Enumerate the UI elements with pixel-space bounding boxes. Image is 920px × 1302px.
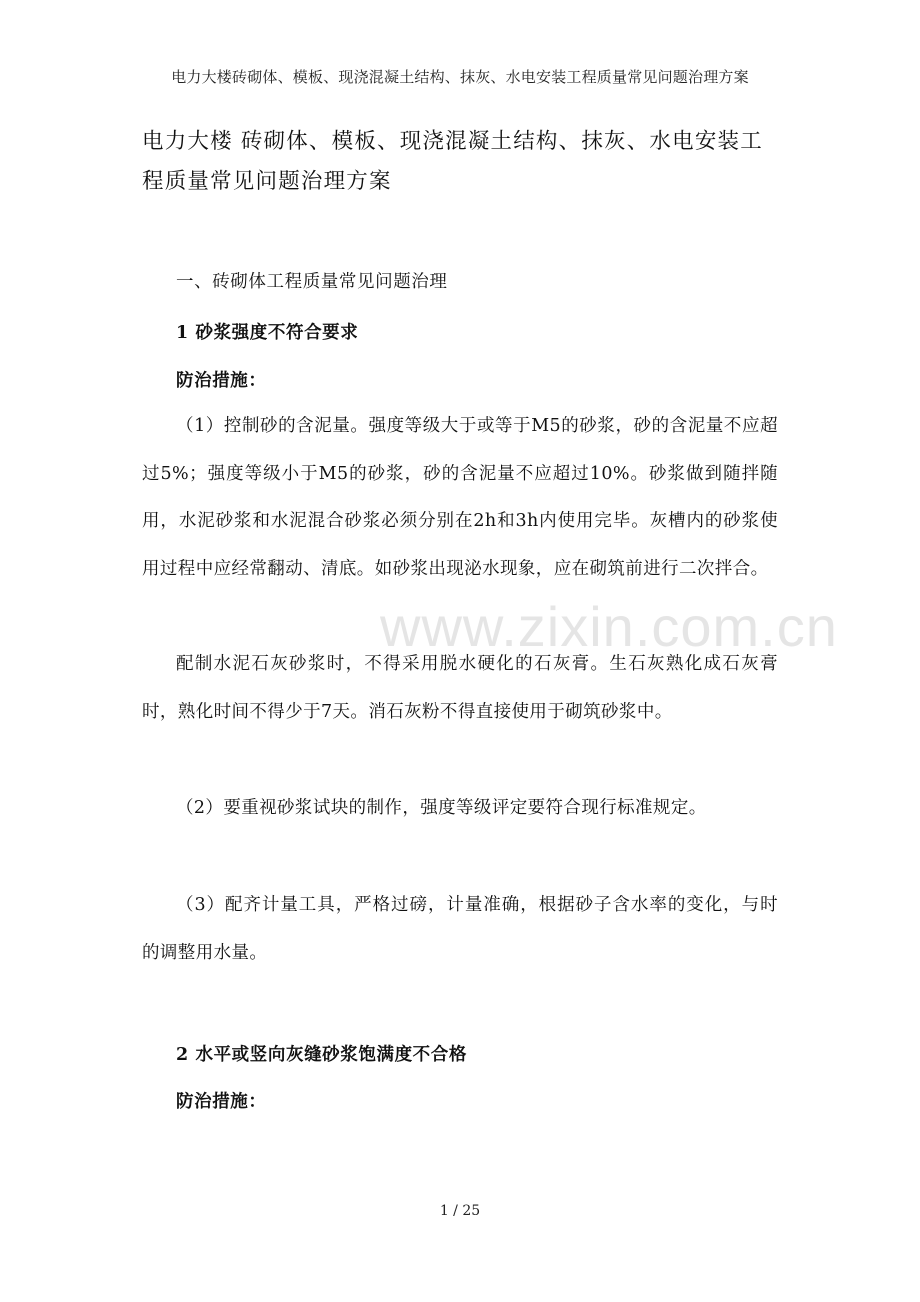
- page-number: 1 / 25: [439, 1203, 481, 1219]
- watermark: www.zixin.com.cn: [380, 595, 838, 658]
- section-heading-masonry: 一、砖砌体工程质量常见问题治理: [176, 272, 448, 292]
- paragraph-lime-mortar: 配制水泥石灰砂浆时，不得采用脱水硬化的石灰膏。生石灰熟化成石灰膏时，熟化时间不得少于7天。消石灰粉不得直接使用于砌筑砂浆中。: [142, 654, 778, 722]
- item-heading-mortar-fullness: 2 水平或竖向灰缝砂浆饱满度不合格: [176, 1045, 467, 1065]
- paragraph-metering-tools: （3）配齐计量工具，严格过磅，计量准确，根据砂子含水率的变化，与时的调整用水量。: [142, 895, 778, 963]
- running-header: 电力大楼砖砌体、模板、现浇混凝土结构、抹灰、水电安装工程质量常见问题治理方案: [171, 68, 749, 86]
- paragraph-test-blocks: （2）要重视砂浆试块的制作，强度等级评定要符合现行标准规定。: [176, 798, 707, 818]
- item-heading-mortar-strength: 1 砂浆强度不符合要求: [176, 323, 359, 343]
- paragraph-mud-content: （1）控制砂的含泥量。强度等级大于或等于M5的砂浆，砂的含泥量不应超过5%；强度等级小于M5的砂浆，砂的含泥量不应超过10%。砂浆做到随拌随用，水泥砂浆和水泥混合砂浆必须分别在2h和3h内使用完毕。灰槽内的砂浆使用过程中应经常翻动、清底。如砂浆出现泌水现象，应在砌筑前进行二次拌合。: [142, 416, 778, 579]
- measures-label: 防治措施：: [176, 371, 267, 391]
- document-title: 电力大楼 砖砌体、模板、现浇混凝土结构、抹灰、水电安装工程质量常见问题治理方案: [142, 129, 763, 194]
- measures-label-2: 防治措施：: [176, 1092, 267, 1112]
